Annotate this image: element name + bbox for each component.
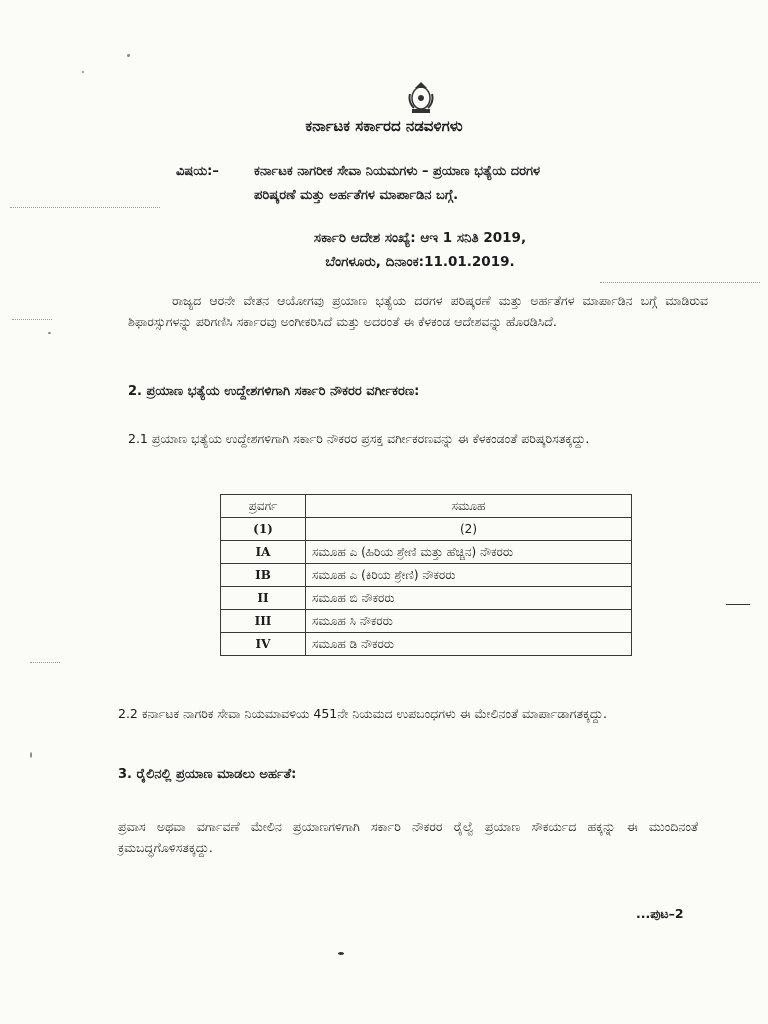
order-number: ಸರ್ಕಾರಿ ಆದೇಶ ಸಂಖ್ಯೆ: ಆಇ 1 ಸನಿತಿ 2019, <box>313 230 527 246</box>
table-cell-group: ಸಮೂಹ ಸಿ ನೌಕರರು <box>306 610 632 633</box>
table-cell-category: III <box>221 610 306 633</box>
section-3-heading: 3. ರೈಲಿನಲ್ಲಿ ಪ್ರಯಾಣ ಮಾಡಲು ಅರ್ಹತೆ: <box>118 767 297 782</box>
section-2-heading: 2. ಪ್ರಯಾಣ ಭತ್ಯೆಯ ಉದ್ದೇಶಗಳಿಗಾಗಿ ಸರ್ಕಾರಿ ನೌಕರರ ವರ್ಗೀಕರಣ: <box>128 384 420 399</box>
section-3-paragraph: ಪ್ರವಾಸ ಅಥವಾ ವರ್ಗಾವಣೆ ಮೇಲಿನ ಪ್ರಯಾಣಗಳಿಗಾಗಿ ಸರ್ಕಾರಿ ನೌಕರರ ರೈಲ್ವೆ ಪ್ರಯಾಣ ಸೌಕರ್ಯದ ಹಕ್ಕನ್ನು ಈ ಮುಂದಿನಂತೆ ಕ್ರಮಬದ್ಧಗೊಳಿಸತಕ್ಕದ್ದು. <box>118 819 698 855</box>
table-cell-category: IV <box>221 633 306 656</box>
subject-label: ವಿಷಯ:– <box>176 164 219 179</box>
subject-line-1: ಕರ್ನಾಟಕ ನಾಗರೀಕ ಸೇವಾ ನಿಯಮಗಳು – ಪ್ರಯಾಣ ಭತ್ಯೆಯ ದರಗಳ <box>254 164 541 179</box>
table-row <box>221 587 632 610</box>
table-header-category: ಪ್ರವರ್ಗ <box>221 495 306 518</box>
section-2-2-paragraph: 2.2 ಕರ್ನಾಟಕ ನಾಗರಿಕ ಸೇವಾ ನಿಯಮಾವಳಿಯ 451ನೇ ನಿಯಮದ ಉಪಬಂಧಗಳು ಈ ಮೇಲಿನಂತೆ ಮಾರ್ಪಾಡಾಗತಕ್ಕದ್ದು. <box>118 706 607 721</box>
table-cell-category: IB <box>221 564 306 587</box>
scan-speck <box>48 332 51 334</box>
document-title: ಕರ್ನಾಟಕ ಸರ್ಕಾರದ ನಡವಳಿಗಳು <box>305 117 463 135</box>
section-2-1-paragraph: 2.1 ಪ್ರಯಾಣ ಭತ್ಯೆಯ ಉದ್ದೇಶಗಳಿಗಾಗಿ ಸರ್ಕಾರಿ ನೌಕರರ ಪ್ರಸಕ್ತ ವರ್ಗೀಕರಣವನ್ನು ಈ ಕೆಳಕಂಡಂತೆ ಪರಿಷ್ಕರಿಸತಕ್ಕದ್ದು. <box>128 431 590 446</box>
table-header-group: ಸಮೂಹ <box>306 495 632 518</box>
scan-artifact-line <box>12 319 52 320</box>
order-place-date: ಬೆಂಗಳೂರು, ದಿನಾಂಕ:11.01.2019. <box>325 254 515 270</box>
table-cell-group: ಸಮೂಹ ಬಿ ನೌಕರರು <box>306 587 632 610</box>
table-header-row <box>221 495 632 518</box>
table-cell-group: ಸಮೂಹ ಡಿ ನೌಕರರು <box>306 633 632 656</box>
subject-line-2: ಪರಿಷ್ಕರಣೆ ಮತ್ತು ಅರ್ಹತೆಗಳ ಮಾರ್ಪಾಡಿನ ಬಗ್ಗೆ. <box>254 188 459 203</box>
page-continuation: ...ಪುಟ–2 <box>636 906 684 921</box>
table-row <box>221 541 632 564</box>
state-emblem-icon <box>406 80 436 114</box>
table-row <box>221 564 632 587</box>
table-row <box>221 610 632 633</box>
scan-speck <box>127 54 130 57</box>
table-cell-category: IA <box>221 541 306 564</box>
scan-artifact-line <box>726 604 750 605</box>
intro-paragraph: ರಾಜ್ಯದ ಆರನೇ ವೇತನ ಆಯೋಗವು ಪ್ರಯಾಣ ಭತ್ಯೆಯ ದರಗಳ ಪರಿಷ್ಕರಣೆ ಮತ್ತು ಅರ್ಹತೆಗಳ ಮಾರ್ಪಾಡಿನ ಬಗ್ಗೆ ಮಾಡಿರುವ ಶಿಫಾರಸ್ಸುಗಳನ್ನು ಪರಿಗಣಿಸಿ ಸರ್ಕಾರವು ಅಂಗೀಕರಿಸಿದೆ ಮತ್ತು ಅದರಂತೆ ಈ ಕೆಳಕಂಡ ಆದೇಶವನ್ನು ಹೊರಡಿಸಿದೆ. <box>128 293 708 329</box>
table-cell-group: ಸಮೂಹ ಎ (ಕಿರಿಯ ಶ್ರೇಣಿ) ನೌಕರರು <box>306 564 632 587</box>
table-cell-group: ಸಮೂಹ ಎ (ಹಿರಿಯ ಶ್ರೇಣಿ ಮತ್ತು ಹೆಚ್ಚಿನ) ನೌಕರರು <box>306 541 632 564</box>
table-row <box>221 633 632 656</box>
table-cell-category: II <box>221 587 306 610</box>
table-number-2: (2) <box>306 518 632 541</box>
scan-artifact-line <box>30 662 60 663</box>
scan-artifact-line <box>600 282 760 283</box>
scan-speck <box>82 71 84 73</box>
scan-artifact-line <box>10 207 160 208</box>
table-number-1: (1) <box>221 518 306 541</box>
classification-table <box>220 494 632 656</box>
scan-speck <box>30 752 32 758</box>
table-numbering-row <box>221 518 632 541</box>
scan-speck <box>338 952 344 955</box>
